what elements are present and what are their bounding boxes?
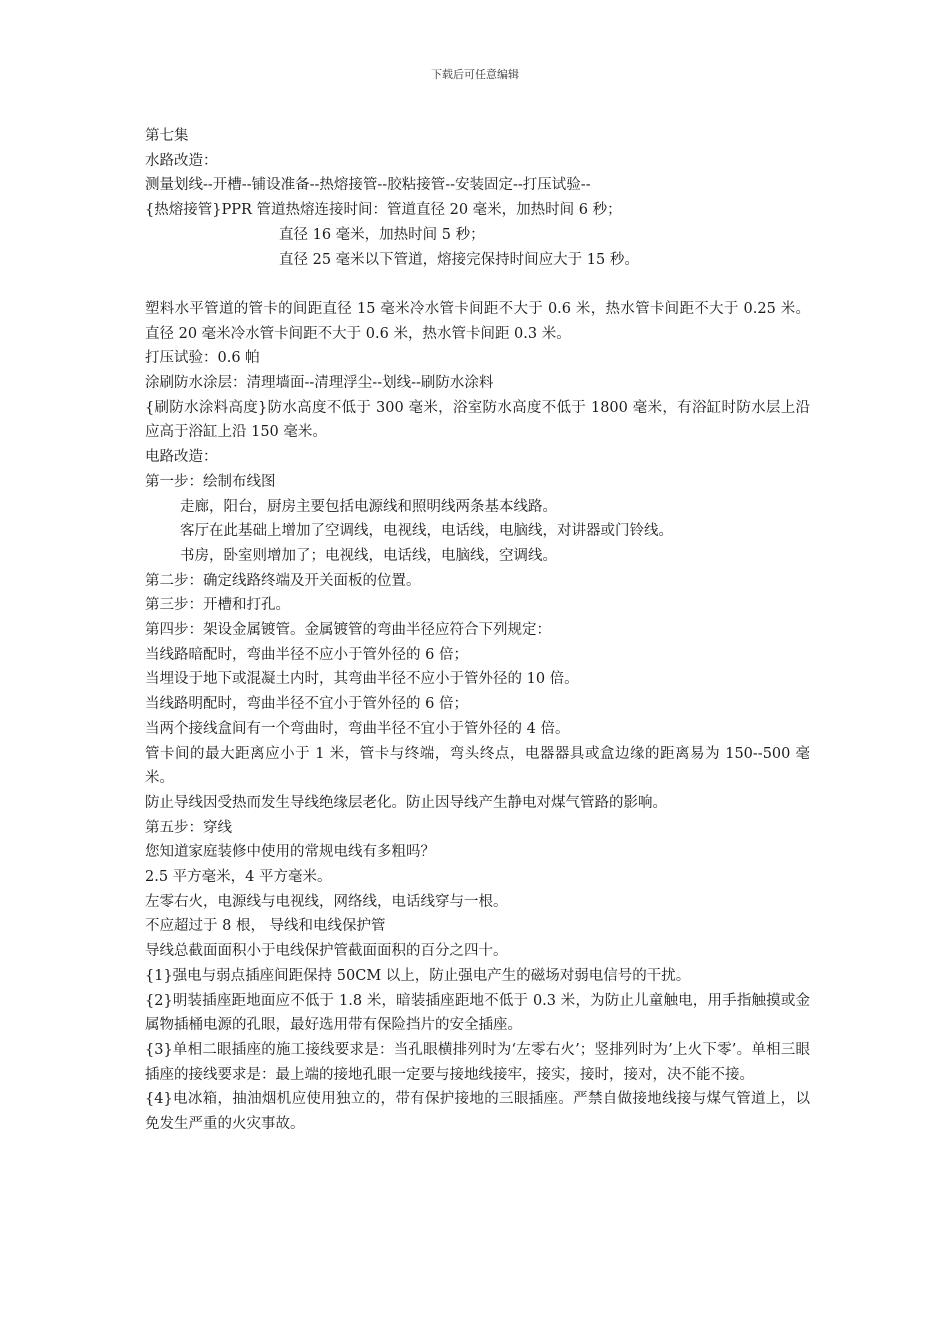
rule-3: {3}单相二眼插座的施工接线要求是：当孔眼横排列时为‘左零右火’；竖排列时为’上火下零’。单相三眼插座的接线要求是：最上端的接地孔眼一定要与接地线接牢，接实，接时，接对，决不能不接。 [145, 1042, 810, 1083]
wire-sizes: 2.5 平方毫米，4 平方毫米。 [145, 869, 332, 886]
pressure-test: 打压试验：0.6 帕 [145, 350, 260, 367]
page-header: 下载后可任意编辑 [431, 68, 519, 81]
episode-title: 第七集 [145, 128, 189, 144]
wire-rule: 左零右火，电源线与电视线，网络线，电话线穿与一根。 [145, 893, 508, 910]
waterproof-steps: 涂刷防水涂层：清理墙面--清理浮尘--划线--刷防水涂料 [145, 375, 494, 392]
step-5: 第五步：穿线 [145, 819, 232, 836]
step-1-corridor: 走廊，阳台，厨房主要包括电源线和照明线两条基本线路。 [180, 498, 557, 515]
section-heading-electric: 电路改造： [145, 449, 218, 466]
step-3: 第三步：开槽和打孔。 [145, 597, 290, 614]
hot-melt-time-25: 直径 25 毫米以下管道，熔接完保持时间应大于 15 秒。 [279, 251, 639, 268]
bend-rule-exposed: 当线路明配时，弯曲半径不宜小于管外径的 6 倍； [145, 696, 468, 713]
hot-melt-time: {热熔接管}PPR 管道热熔连接时间：管道直径 20 毫米，加热时间 6 秒； [145, 202, 622, 219]
rule-4: {4}电冰箱，抽油烟机应使用独立的，带有保护接地的三眼插座。严禁自做接地线接与煤气管道上，以免发生严重的火灾事故。 [145, 1091, 810, 1133]
wire-question: 您知道家庭装修中使用的常规电线有多粗吗？ [145, 844, 435, 861]
step-4: 第四步：架设金属镀管。金属镀管的弯曲半径应符合下列规定： [145, 622, 551, 639]
step-1-living-room: 客厅在此基础上增加了空调线，电视线，电话线，电脑线，对讲器或门铃线。 [180, 523, 673, 540]
section-heading-water: 水路改造： [145, 152, 218, 169]
rule-1: {1}强电与弱点插座间距保持 50CM 以上，防止强电产生的磁场对弱电信号的干扰。 [145, 967, 691, 984]
water-steps: 测量划线--开槽--铺设准备--热熔接管--胶粘接管--安装固定--打压试验-- [145, 177, 591, 194]
step-2: 第二步：确定线路终端及开关面板的位置。 [145, 572, 421, 589]
wire-count: 不应超过于 8 根， 导线和电线保护管 [145, 918, 386, 935]
bend-rule-junction: 当两个接线盒间有一个弯曲时，弯曲半径不宜小于管外径的 4 倍。 [145, 720, 570, 737]
pipe-clamp-spacing: 塑料水平管道的管卡的间距直径 15 毫米冷水管卡间距不大于 0.6 米，热水管卡间距不大于 0.25 米。直径 20 毫米冷水管卡间距不大于 0.6 米，热水管卡间距 0.3 米。 [145, 300, 810, 342]
step-1: 第一步：绘制布线图 [145, 473, 276, 490]
blank-line [145, 272, 810, 297]
waterproof-height: {刷防水涂料高度}防水高度不低于 300 毫米，浴室防水高度不低于 1800 毫米，有浴缸时防水层上沿应高于浴缸上沿 150 毫米。 [145, 399, 810, 441]
document-body [145, 124, 810, 1137]
hot-melt-time-16: 直径 16 毫米，加热时间 5 秒； [279, 226, 485, 243]
wire-area: 导线总截面面积小于电线保护管截面面积的百分之四十。 [145, 943, 508, 960]
clamp-distance: 管卡间的最大距离应小于 1 米，管卡与终端，弯头终点，电器器具或盒边缘的距离易为 150--500 毫米。 [145, 745, 810, 787]
bend-rule-concealed: 当线路暗配时，弯曲半径不应小于管外径的 6 倍； [145, 646, 468, 663]
insulation-note: 防止导线因受热而发生导线绝缘层老化。防止因导线产生静电对煤气管路的影响。 [145, 794, 667, 811]
bend-rule-buried: 当埋设于地下或混凝土内时，其弯曲半径不应小于管外径的 10 倍。 [145, 671, 579, 688]
rule-2: {2}明装插座距地面应不低于 1.8 米，暗装插座距地不低于 0.3 米，为防止儿童触电，用手指触摸或金属物插桶电源的孔眼，最好选用带有保险挡片的安全插座。 [145, 992, 810, 1034]
step-1-study-bedroom: 书房，卧室则增加了；电视线，电话线，电脑线，空调线。 [180, 547, 557, 564]
